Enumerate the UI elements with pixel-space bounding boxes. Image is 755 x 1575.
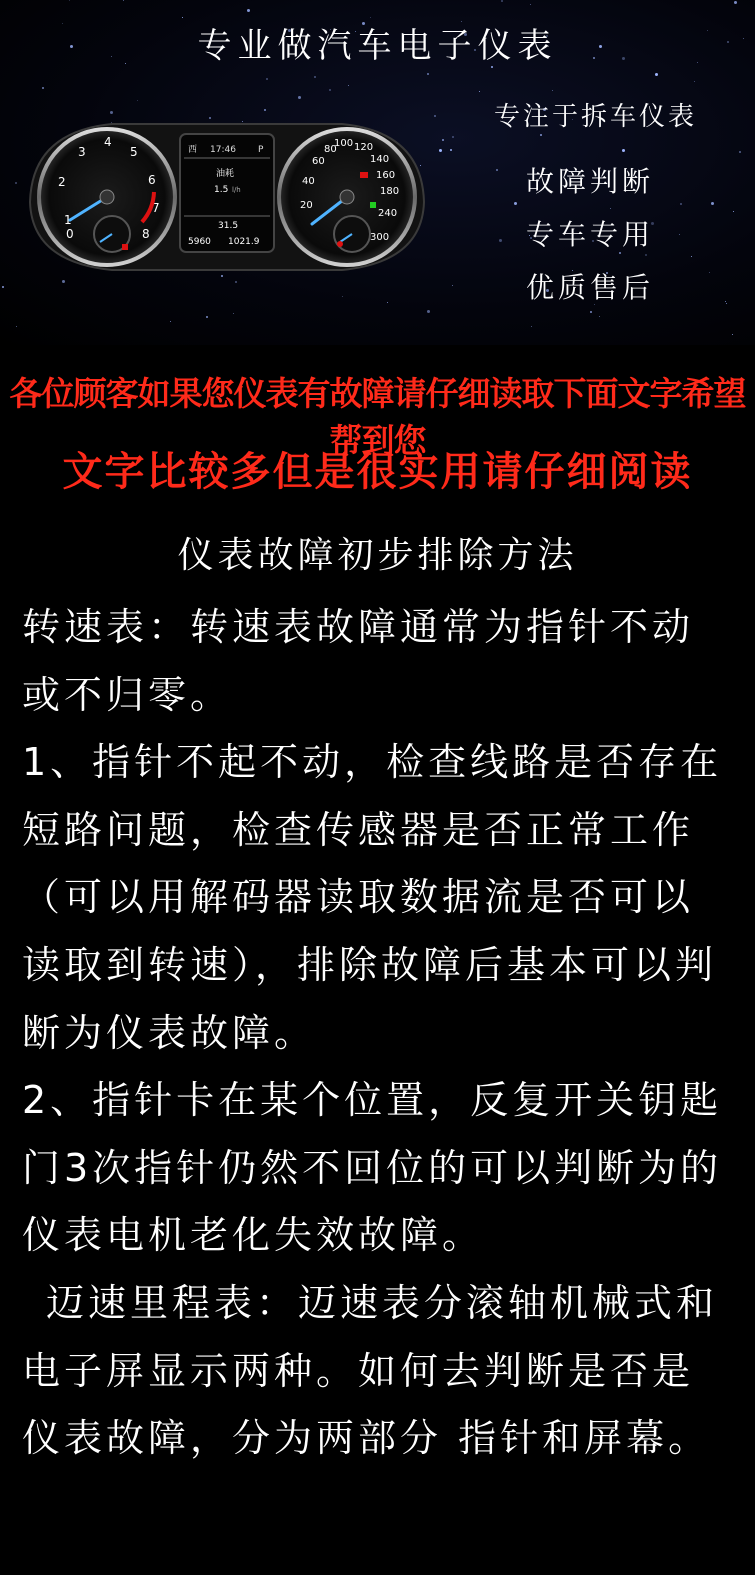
- star-dot: [622, 149, 625, 152]
- star-dot: [530, 4, 531, 5]
- tach-num-5: 5: [130, 145, 138, 159]
- star-dot: [452, 285, 453, 286]
- speed-num-300: 300: [370, 232, 390, 243]
- star-dot: [235, 281, 237, 283]
- article-body: [22, 594, 734, 1473]
- speed-num-240: 240: [378, 208, 398, 219]
- star-dot: [552, 90, 553, 91]
- display-odo-left: 5960: [188, 237, 211, 247]
- star-dot: [170, 321, 171, 322]
- star-dot: [514, 202, 517, 205]
- article-title: 仪表故障初步排除方法: [177, 535, 578, 576]
- star-dot: [501, 0, 503, 2]
- star-dot: [450, 149, 452, 151]
- tach-num-3: 3: [78, 145, 86, 159]
- star-dot: [739, 151, 741, 153]
- notice-line-1: 各位顾客如果您仪表有故障请仔细读取下面文字希望帮到您: [9, 374, 746, 460]
- star-dot: [434, 115, 436, 117]
- paragraph-tachometer: 转速表：转速表故障通常为指针不动或不归零。: [22, 605, 695, 717]
- speed-num-180: 180: [380, 186, 400, 197]
- star-dot: [123, 0, 124, 1]
- star-dot: [266, 78, 268, 80]
- speed-num-80: 80: [324, 144, 337, 155]
- star-dot: [314, 76, 316, 78]
- star-dot: [233, 313, 234, 314]
- display-label: 油耗: [216, 169, 235, 179]
- star-dot: [540, 134, 542, 136]
- feature-text-4: 优质售后: [526, 271, 655, 304]
- display-odo-right: 1021.9: [228, 237, 260, 247]
- star-dot: [496, 169, 498, 171]
- star-dot: [691, 256, 692, 257]
- star-dot: [342, 296, 343, 297]
- star-dot: [726, 303, 727, 304]
- star-dot: [590, 311, 592, 313]
- star-dot: [442, 139, 444, 141]
- notice-line-2: 文字比较多但是很实用请仔细阅读: [62, 449, 693, 495]
- star-dot: [298, 96, 301, 99]
- speedometer-gauge: [279, 129, 415, 265]
- star-dot: [2, 286, 4, 288]
- star-dot: [610, 208, 611, 209]
- speed-num-100: 100: [334, 138, 354, 149]
- display-time: 17:46: [210, 145, 236, 155]
- star-dot: [387, 302, 388, 303]
- display-gear: P: [258, 145, 264, 155]
- instrument-cluster-image: [22, 112, 432, 280]
- star-dot: [16, 326, 17, 327]
- speed-num-160: 160: [376, 170, 396, 181]
- speed-num-40: 40: [302, 176, 315, 187]
- star-dot: [62, 280, 65, 283]
- star-dot: [732, 334, 733, 335]
- tach-num-6: 6: [148, 173, 156, 187]
- tach-num-1: 1: [64, 213, 72, 227]
- paragraph-step-2: 2、指针卡在某个位置，反复开关钥匙门3次指针仍然不回位的可以判断为的仪表电机老化失效故障。: [22, 1078, 723, 1258]
- star-dot: [734, 1, 737, 4]
- paragraph-speedometer: 迈速里程表：迈速表分滚轴机械式和电子屏显示两种。如何去判断是否是仪表故障，分为两部分 指针和屏幕。: [22, 1280, 719, 1461]
- star-dot: [655, 73, 658, 76]
- star-dot: [725, 301, 726, 302]
- header-banner: [0, 0, 755, 345]
- star-dot: [531, 326, 532, 327]
- tach-num-7: 7: [152, 201, 160, 215]
- star-dot: [679, 234, 680, 235]
- feature-text-2: 故障判断: [526, 165, 655, 198]
- speed-num-120: 120: [354, 142, 374, 153]
- display-unit: l/h: [232, 186, 241, 194]
- star-dot: [348, 85, 349, 86]
- star-dot: [264, 109, 266, 111]
- tach-num-4: 4: [104, 135, 112, 149]
- star-dot: [439, 149, 442, 152]
- star-dot: [645, 254, 647, 256]
- star-dot: [694, 81, 695, 82]
- speed-num-140: 140: [370, 154, 390, 165]
- display-direction: 西: [188, 145, 198, 155]
- star-dot: [479, 91, 480, 92]
- paragraph-step-1: 1、指针不起不动，检查线路是否存在短路问题，检查传感器是否正常工作（可以用解码器读取数据流是否可以读取到转速），排除故障后基本可以判断为仪表故障。: [22, 740, 723, 1055]
- star-dot: [329, 89, 331, 91]
- star-dot: [499, 239, 502, 242]
- star-dot: [599, 316, 600, 317]
- star-dot: [711, 202, 714, 205]
- center-display: [180, 134, 274, 252]
- star-dot: [427, 310, 430, 313]
- display-temp: 31.5: [218, 221, 239, 231]
- star-dot: [733, 211, 734, 212]
- tach-num-8: 8: [142, 227, 150, 241]
- speed-num-60: 60: [312, 156, 325, 167]
- tachometer-gauge: [39, 129, 175, 265]
- star-dot: [452, 136, 454, 138]
- star-dot: [247, 9, 250, 12]
- tach-num-2: 2: [58, 175, 66, 189]
- star-dot: [69, 0, 70, 1]
- feature-text-1: 专注于拆车仪表: [494, 102, 698, 132]
- star-dot: [15, 182, 17, 184]
- star-dot: [709, 272, 710, 273]
- star-dot: [427, 73, 429, 75]
- banner-title: 专业做汽车电子仪表: [197, 26, 558, 66]
- display-value: 1.5: [214, 185, 229, 195]
- speed-num-20: 20: [300, 200, 313, 211]
- tach-num-0: 0: [66, 227, 74, 241]
- star-dot: [206, 316, 208, 318]
- feature-text-3: 专车专用: [526, 218, 655, 251]
- star-dot: [137, 100, 138, 101]
- star-dot: [42, 87, 44, 89]
- star-dot: [680, 203, 682, 205]
